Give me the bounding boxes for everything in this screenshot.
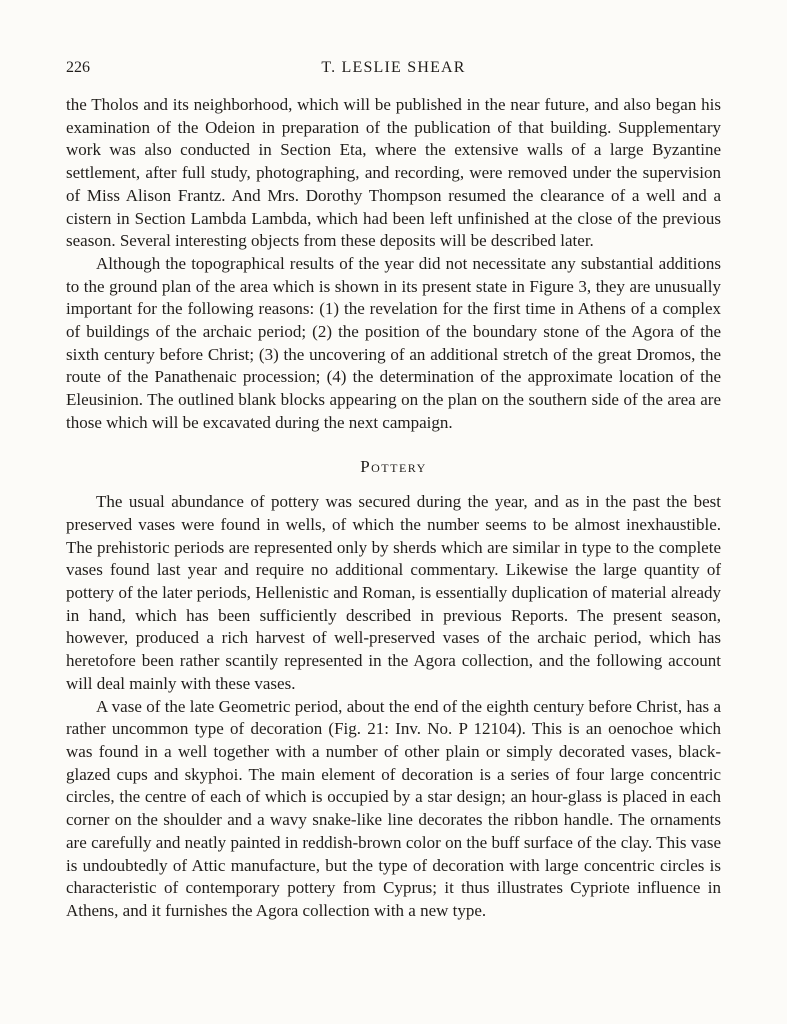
paragraph-geometric-vase: A vase of the late Geometric period, about the end of the eighth century before Christ, has a rather uncommon type of decoration (Fig. 21: Inv. No. P 12104). This is an oenochoe which was found in a well together with a number of other plain or simply decorated vases, black-glazed cups and skyphoi. The main element of decoration is a series of four large concentric circles, the centre of each of which is occupied by a star design; an hour-glass is placed in each corner on the shoulder and a wavy snake-like line decorates the ribbon handle. The ornaments are carefully and neatly painted in reddish-brown color on the buff surface of the clay. This vase is undoubtedly of Attic manufacture, but the type of decoration with large concentric circles is characteristic of contemporary pottery from Cyprus; it thus illustrates Cypriote influence in Athens, and it furnishes the Agora collection with a new type. bbox=[66, 696, 721, 920]
section-heading-pottery: Pottery bbox=[360, 456, 427, 476]
page-header bbox=[66, 58, 721, 78]
page-body bbox=[66, 94, 721, 923]
paragraph-continuation: the Tholos and its neighborhood, which will be published in the near future, and also began his examination of the Odeion in preparation of the publication of that building. Supplementary work was also conducted in Section Eta, where the extensive walls of a large Byzantine settlement, after full study, photographing, and recording, were removed under the supervision of Miss Alison Frantz. And Mrs. Dorothy Thompson resumed the clearance of a well and a cistern in Section Lambda Lambda, which had been left unfinished at the close of the previous season. Several interesting objects from these deposits will be described later. bbox=[66, 95, 721, 251]
paragraph-topographical-results: Although the topographical results of the year did not necessitate any substantial additions to the ground plan of the area which is shown in its present state in Figure 3, they are unusually important for the following reasons: (1) the revelation for the first time in Athens of a complex of buildings of the archaic period; (2) the position of the boundary stone of the Agora of the sixth century before Christ; (3) the uncovering of an additional stretch of the great Dromos, the route of the Panathenaic procession; (4) the determination of the approximate location of the Eleusinion. The outlined blank blocks appearing on the plan on the southern side of the area are those which will be excavated during the next campaign. bbox=[66, 253, 721, 432]
running-head: T. LESLIE SHEAR bbox=[321, 59, 466, 76]
page-number: 226 bbox=[66, 59, 90, 76]
paragraph-pottery-abundance: The usual abundance of pottery was secured during the year, and as in the past the best preserved vases were found in wells, of which the number seems to be almost inexhaustible. The prehistoric periods are represented only by sherds which are similar in type to the complete vases found last year and require no additional commentary. Likewise the large quantity of pottery of the later periods, Hellenistic and Roman, is essentially duplication of material already in hand, which has been sufficiently described in previous Reports. The present season, however, produced a rich harvest of well-preserved vases of the archaic period, which has heretofore been rather scantily represented in the Agora collection, and the following account will deal mainly with these vases. bbox=[66, 492, 721, 693]
